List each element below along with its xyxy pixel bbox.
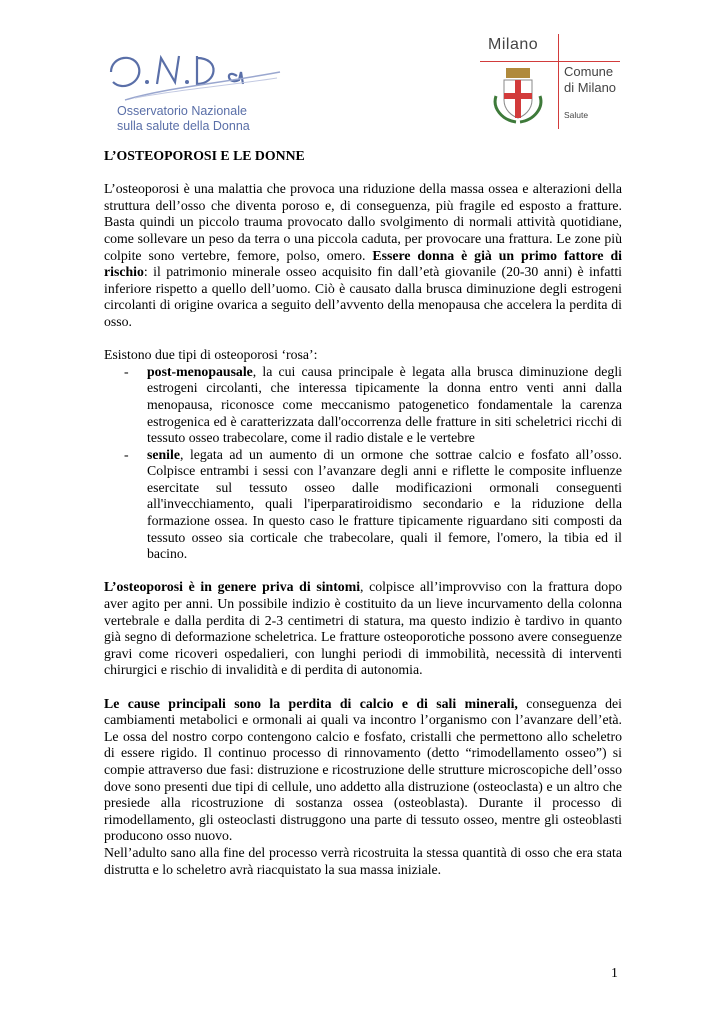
onda-swoosh-icon [105,42,285,104]
type1-bold: post-menopausale [147,363,253,379]
causes-text: conseguenza dei cambiamenti metabolici e ormonali ai quali va incontro l’organismo con l’avanzare dell’età. Le ossa del nostro corpo contengono calcio e fosfato, cristalli che permettono allo scheletro di essere rigido. Il continuo processo di rinnovamento (detto “rimodellamento osseo”) si compie attraverso due fasi: distruzione e ricostruzione delle strutture microscopiche dell’osso dove sono presenti due tipi di cellule, uno addetto alla distruzione (osteoclasta) e un altro che presiede alla ricostruzione di sostanza ossea (osteoblasta). Durante il processo di rimodellamento, gli osteoclasti distruggono una parte di tessuto osseo, mentre gli osteoblasti producono osso nuovo. [104,695,622,844]
symptoms-text: , colpisce all’improvviso con la frattura dopo aver agito per anni. Un possibile indizio è costituito da un lieve incurvamento della colonna vertebrale e dalla perdita di 2-3 centimetri di statura, ma questo indizio è tardivo in quanto già segno di deformazione scheletrica. Le fratture osteoporotiche possono avere conseguenze gravi come ricoveri ospedalieri, con lunghi periodi di immobilità, necessità di interventi chirurgici e rischio di invalidità e di perdita di autonomia. [104,579,623,678]
milano-coat-of-arms-icon [490,66,546,124]
causes-paragraph [104,696,622,845]
document-body [104,148,622,878]
symptoms-paragraph [104,579,622,679]
comune-line-1: Comune [564,64,614,79]
symptoms-bold: L’osteoporosi è in genere priva di sintomi [104,579,361,595]
type2-bold: senile [147,446,180,462]
intro-paragraph [104,181,622,330]
onda-line-1: Osservatorio Nazionale [117,104,247,118]
intro-text-a: L’osteoporosi è una malattia che provoca una riduzione della massa ossea e alterazioni della struttura dell’osso che diventa poroso e, di conseguenza, più fragile ed esposto a fratture. Basta quindi un piccolo trauma provocato dallo svolgimento di normali attività quotidiane, come sollevare un peso da terra o una piccola caduta, per provocare una frattura. Le zone più colpite sono vertebre, femore, polso, omero. [104,181,622,263]
comune-line-2: di Milano [564,80,617,95]
milano-logo [480,34,630,129]
logo-divider-horizontal [480,61,620,62]
list-dash: - [124,363,129,379]
closing-paragraph: Nell’adulto sano alla fine del processo verrà ricostruita la stessa quantità di osso che era stata distrutta e lo scheletro avrà riacquistato la sua massa iniziale. [104,844,622,877]
list-item [104,447,622,563]
milano-title: Milano [488,36,539,53]
types-intro: Esistono due tipi di osteoporosi ‘rosa’: [104,347,318,363]
salute-label: Salute [564,110,589,120]
page-number: 1 [611,965,618,980]
intro-text-b: : il patrimonio minerale osseo acquisito fin dall’età giovanile (20-30 anni) è infatti inferiore rispetto a quello dell’uomo. Ciò è causato dalla brusca diminuzione degli estrogeni circolanti di origine ovarica a seguito dell’avvento della menopausa che accelera la perdita di osso. [104,264,622,329]
logo-divider-vertical [558,34,559,129]
osteoporosis-types-list [104,364,622,563]
causes-bold: Le cause principali sono la perdita di calcio e di sali minerali, [104,695,518,711]
intro-bold: Essere donna è già un primo fattore di rischio [104,247,622,280]
list-dash: - [124,446,129,462]
onda-logo [105,42,285,134]
list-item [104,364,622,447]
onda-subtitle [117,104,250,134]
comune-label [564,64,616,96]
document-title: L’OSTEOPOROSI E LE DONNE [104,148,305,163]
type2-text: , legata ad un aumento di un ormone che sottrae calcio e fosfato all’osso. Colpisce entrambi i sessi con l’avanzare degli anni e riflette le composite influenze esercitate sul tessuto osseo dalle modificazioni ormonali conseguenti all'invecchiamento, quali l'iperparatiroidismo secondario e la riduzione della formazione ossea. In questo caso le fratture tipicamente riguardano siti composti da tessuto osseo sia corticale che trabecolare, quali il femore, l'omero, la tibia ed il bacino. [147,446,622,562]
onda-line-2: sulla salute della Donna [117,119,250,133]
type1-text: , la cui causa principale è legata alla brusca diminuzione degli estrogeni circolanti, che interessa tipicamente la donna entro venti anni dalla menopausa, riconosce come meccanismo patogenetico fondamentale la carenza estrogenica ed è caratterizzata dall'occorrenza delle fratture in siti scheletrici ricchi di tessuto osseo trabecolare, come il radio distale e le vertebre [147,363,622,446]
